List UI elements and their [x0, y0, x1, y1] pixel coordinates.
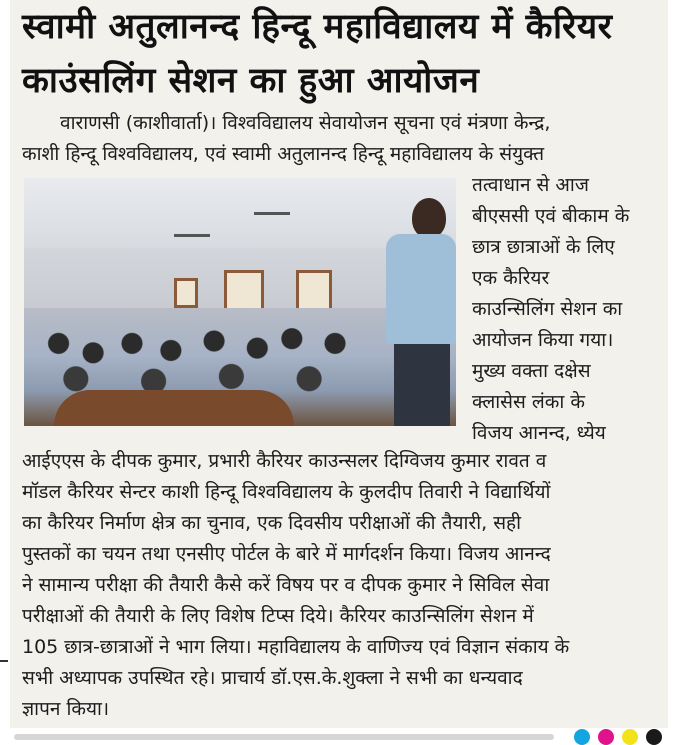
article-intro [22, 108, 662, 170]
article-body [22, 446, 658, 725]
body-line: मॉडल कैरियर सेन्टर काशी हिन्दू विश्वविद्यालय के कुलदीप तिवारी ने विद्यार्थियों [22, 481, 551, 503]
intro-line: वाराणसी (काशीवार्ता)। विश्वविद्यालय सेवायोजन सूचना एवं मंत्रणा केन्द्र, [60, 112, 551, 134]
scroll-track [14, 734, 554, 740]
ceiling-fan-icon [174, 234, 210, 237]
speaker-trousers [394, 344, 450, 426]
side-line: मुख्य वक्ता दक्षेस [472, 360, 591, 382]
body-line: सभी अध्यापक उपस्थित रहे। प्राचार्य डॉ.एस.के.शुक्ला ने सभी का धन्यवाद [22, 667, 523, 689]
ceiling-fan-icon [254, 212, 290, 215]
speaker-head [412, 198, 446, 238]
headline-line-1: स्वामी अतुलानन्द हिन्दू महाविद्यालय में कैरियर [22, 7, 613, 47]
side-line: क्लासेस लंका के [472, 391, 585, 413]
body-line: परीक्षाओं की तैयारी के लिए विशेष टिप्स दिये। कैरियर काउन्सिलिंग सेशन में [22, 605, 534, 627]
side-line: विजय आनन्द, ध्येय [472, 422, 606, 444]
intro-line: काशी हिन्दू विश्वविद्यालय, एवं स्वामी अतुलानन्द हिन्दू महाविद्यालय के संयुक्त [22, 143, 545, 165]
body-line: ज्ञापन किया। [22, 698, 110, 720]
body-line: आईएएस के दीपक कुमार, प्रभारी कैरियर काउन्सलर दिग्विजय कुमार रावत व [22, 450, 547, 472]
body-line: का कैरियर निर्माण क्षेत्र का चुनाव, एक दिवसीय परीक्षाओं की तैयारी, सही [22, 512, 522, 534]
article-side-column [472, 170, 658, 449]
side-line: आयोजन किया गया। [472, 329, 614, 351]
speaker-shirt [386, 234, 456, 344]
side-line: एक कैरियर [472, 267, 550, 289]
photo-window [174, 278, 198, 308]
side-line: काउन्सिलिंग सेशन का [472, 298, 623, 320]
column-rule-mark [0, 660, 8, 662]
classroom-photo [24, 178, 456, 426]
body-line: पुस्तकों का चयन तथा एनसीए पोर्टल के बारे में मार्गदर्शन किया। विजय आनन्द [22, 543, 551, 565]
black-dot-icon [646, 729, 662, 745]
side-line: तत्वाधान से आज [472, 174, 589, 196]
headline-line-2: काउंसलिंग सेशन का हुआ आयोजन [22, 61, 480, 101]
yellow-dot-icon [622, 729, 638, 745]
cyan-dot-icon [574, 729, 590, 745]
photo-speaker [376, 198, 456, 426]
side-line: बीएससी एवं बीकाम के [472, 205, 630, 227]
side-line: छात्र छात्राओं के लिए [472, 236, 615, 258]
article-headline [22, 0, 662, 108]
photo-desk [54, 390, 294, 426]
magenta-dot-icon [598, 729, 614, 745]
body-line: 105 छात्र-छात्राओं ने भाग लिया। महाविद्यालय के वाणिज्य एवं विज्ञान संकाय के [22, 636, 570, 658]
body-line: ने सामान्य परीक्षा की तैयारी कैसे करें विषय पर व दीपक कुमार ने सिविल सेवा [22, 574, 550, 596]
